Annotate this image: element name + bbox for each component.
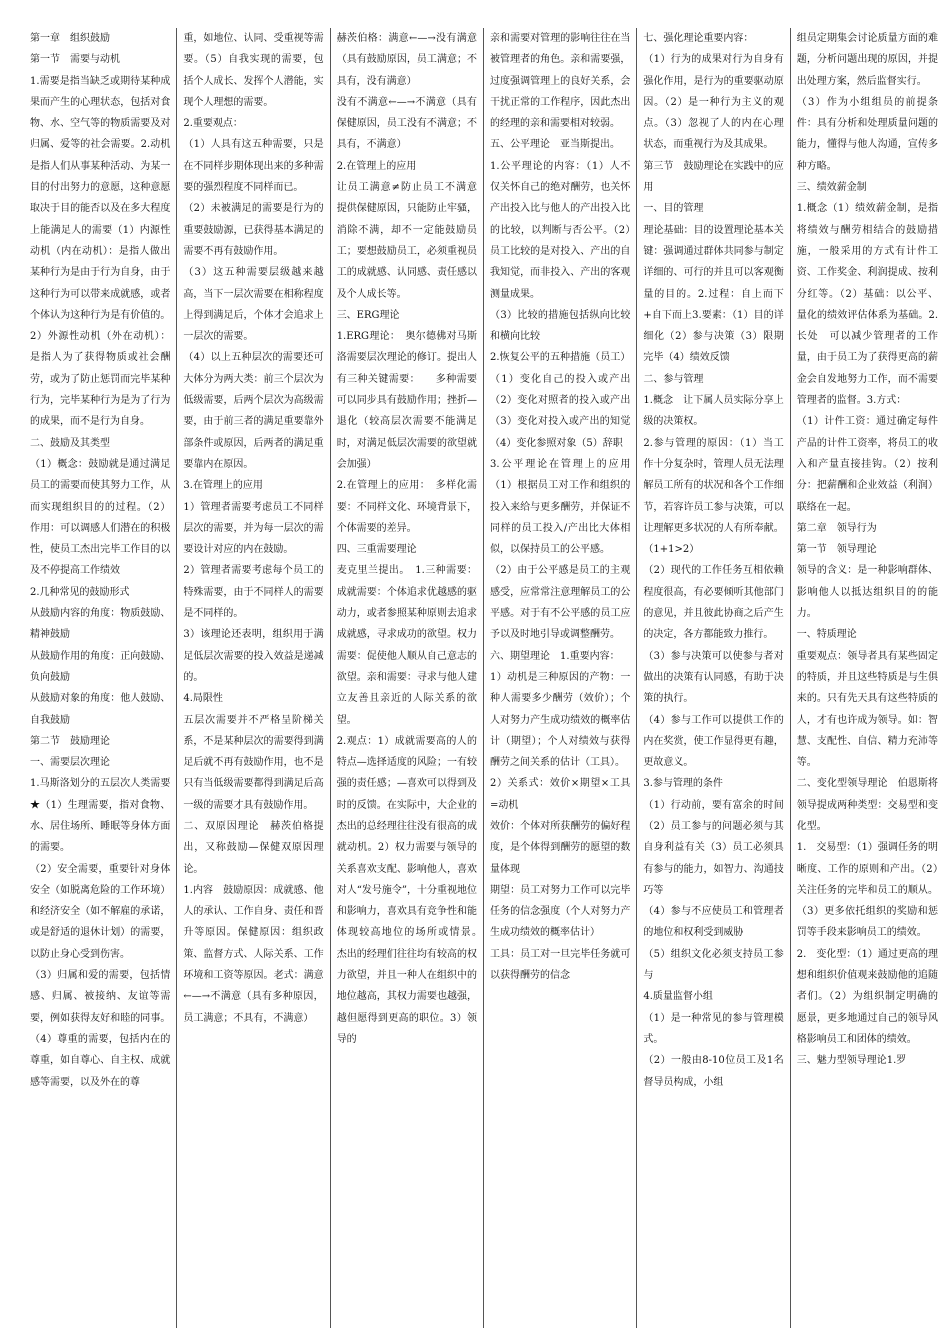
- paragraph: 2.在管理上的应用: [336, 160, 417, 172]
- paragraph: （3）参与决策可以使参与者对做出的决策有认同感，有助于决策的执行。: [643, 650, 784, 705]
- text-column-3: [336, 28, 488, 1328]
- paragraph: （2）现代的工作任务互相依赖程度很高，有必要倾听其他部门的意见，并且彼此协商之后产生的决定，各方都能致力推行。: [643, 565, 784, 641]
- paragraph: 2.在管理上的应用： 多样化需要：不同样文化、环境背景下，个体需要的差异。: [336, 480, 478, 534]
- paragraph: 理论基础：目的设置理论基本关键：强调通过群体共同参与制定详细的、可行的并且可以客观衡量的目的。2.过程：自上而下+自下而上3.要素：（1）目的详细化（2）参与决策（3）限期完毕（4）绩效反馈: [643, 224, 784, 364]
- paragraph: （3）这五种需要层级越来越高，当下一层次需要在相称程度上得到满足后，个体才会追求上一层次的需要。: [183, 267, 324, 343]
- paragraph: 1.需要是指当缺乏或期待某种成果而产生的心理状态，包括对食物、水、空气等的物质需要及对归属、爱等的社会需要。2.动机是指人们从事某种活动、为某一目的付出努力的意愿，这种意愿取决于目的能否以及在多大程度上能满足人的需要（1）内源性动机（内在动机）：是指人做出某种行为是由于行为自身，由于这种行为可以带来成就感，或者个体认为这种行为是有价值的。2）外源性动机（外在动机）：是指人为了获得物质或社会酬劳，或为了防止惩罚而完毕某种行为，完毕某种行为是为了行为的成果，而不是行为自身。: [30, 75, 171, 428]
- paragraph: 工具：员工对一旦完毕任务就可以获得酬劳的信念: [490, 948, 631, 982]
- paragraph: 一、特质理论: [796, 629, 857, 641]
- paragraph: 组员定期集会讨论质量方面的难题，分析问题出现的原因，并提出处理方案，然后监督实行。: [796, 33, 939, 87]
- paragraph: 三、ERG理论: [336, 309, 400, 321]
- paragraph: 第三节 鼓励理论在实践中的应用: [643, 160, 784, 194]
- paragraph: 三、绩效薪金制: [796, 182, 867, 194]
- paragraph: 3）该理论还表明，组织用于满足低层次需要的投入效益是递减的。: [183, 629, 324, 683]
- paragraph: 1.概念（1）绩效薪金制，是指将绩效与酬劳相结合的鼓励措施，一般采用的方式有计件工资、工作奖金、利润提成、按利分红等。（2）基础：以公平、量化的绩效评估体系为基础。2.长处 可以减少管理者的工作量，由于员工为了获得更高的薪金会自发地努力工作，而不需要管理者的监督。3.方式：: [796, 203, 939, 407]
- paragraph: 1.概念 让下属人员实际分享上级的决策权。: [643, 395, 784, 428]
- paragraph: 重要观点：领导者具有某些固定的特质，并且这些特质是与生俱来的。只有先天具有这些特质的人，才有也许成为领导。如：智慧、支配性、自信、精力充沛等等。: [796, 650, 939, 769]
- paragraph: 没有不满意←—→不满意（具有保健原因，员工没有不满意；不具有，不满意）: [336, 96, 478, 151]
- paragraph: 4.质量监督小组: [643, 991, 713, 1003]
- paragraph: （1）人具有这五种需要，只是在不同样步期体现出来的多种需要的强烈程度不同样而已。: [183, 139, 324, 194]
- paragraph: （1）概念：鼓励就是通过满足员工的需要而使其努力工作，从而实现组织目的的过程。（2）作用：可以调感人们潜在的积极性，使员工杰出完毕工作目的以及不停提高工作绩效: [30, 458, 171, 577]
- paragraph: 四、三重需要理论: [336, 544, 417, 556]
- paragraph: 1.内容 鼓励原因：成就感、他人的承认、工作自身、责任和晋升等原因。保健原因：组织政策、监督方式、人际关系、工作环境和工资等原因。老式：满意←—→不满意（具有多种原因，员工满意；不具有，不满意）: [183, 884, 324, 1024]
- paragraph: 2）关系式：效价×期望×工具=动机: [490, 778, 631, 811]
- paragraph: （4）参与工作可以提供工作的内在奖赏，使工作显得更有趣，更故意义。: [643, 714, 784, 769]
- paragraph: （2）安全需要，重要针对身体安全（如脱离危险的工作环境）和经济安全（如不解雇的承诺，或是舒适的退休计划）的需要，以防止身心受到伤害。: [30, 863, 171, 960]
- paragraph: （4）参与不应使员工和管理者的地位和权利受到威胁: [643, 906, 784, 939]
- paragraph: 五、公平理论 亚当斯提出。: [490, 139, 621, 151]
- paragraph: （5）组织文化必须支持员工参与: [643, 948, 784, 982]
- paragraph: 亲和需要对管理的影响往往在当被管理者的角色。亲和需要强，过度强调管理上的良好关系，会干扰正常的工作程序，因此杰出的经理的亲和需要相对较弱。: [490, 33, 631, 130]
- paragraph: （3）比较的措施包括纵向比较和横向比较: [490, 309, 631, 343]
- paragraph: 二、参与管理: [643, 373, 704, 385]
- paragraph: 2.恢复公平的五种措施（员工）（1）变化自己的投入或产出 （2）变化对照者的投入或产出 （3）变化对投入或产出的知觉（4）变化参照对象（5）辞职: [490, 352, 641, 449]
- paragraph: （1）是一种常见的参与管理模式。: [643, 1012, 784, 1045]
- text-column-5: [643, 28, 790, 1328]
- paragraph: 从鼓励内容的角度：物质鼓励、精神鼓励: [30, 608, 171, 641]
- paragraph: 二、鼓励及其类型: [30, 437, 110, 449]
- paragraph: 第一章 组织鼓励: [30, 33, 110, 44]
- paragraph: 二、双原因理论 赫茨伯格提出，又称鼓励—保健双原因理论。: [183, 820, 324, 875]
- paragraph: 2.观点：1）成就需要高的人的特点—选择适度的风险；一有较强的责任感；—喜欢可以得到及时的反馈。在实际中，大企业的杰出的总经理往往没有很高的成就动机。2）权力需要与领导的关系喜欢支配、影响他人，喜欢对人“发号施令”，十分重视地位和影响力，喜欢具有竞争性和能体现较高地位的场所或情景。 杰出的经理们往往均有较高的权力欲望，并且一种人在组织中的地位越高，其权力需要也越强，越但愿得到更高的职位。3）领导的: [336, 735, 488, 1045]
- paragraph: 1.ERG理论： 奥尔德佛对马斯洛需要层次理论的修订。提出人有三种关键需要： 多种需要可以同步具有鼓励作用；挫折—退化（较高层次需要不能满足时，对满足低层次需要的欲望就会加强）: [336, 331, 478, 470]
- paragraph: 一、目的管理: [643, 203, 704, 215]
- paragraph: 3.公平理论在管理上的应用 （1）根据员工对工作和组织的投入来给与更多酬劳，并保证不同样的员工投入/产出比大体相似，以保持员工的公平感。: [490, 458, 641, 556]
- paragraph: 七、强化理论重要内容：: [643, 33, 754, 44]
- paragraph: 从鼓励作用的角度：正向鼓励、负向鼓励: [30, 650, 171, 683]
- paragraph: 期望：员工对努力工作可以完毕任务的信念强度（个人对努力产生成功绩效的概率估计）: [490, 884, 631, 939]
- paragraph: 效价：个体对所获酬劳的偏好程度，是个体得到酬劳的愿望的数量体现: [490, 820, 631, 875]
- paragraph: 3.在管理上的应用: [183, 480, 263, 492]
- paragraph: 三、魅力型领导理论1.罗: [796, 1055, 907, 1067]
- paragraph: 4.局限性: [183, 693, 223, 705]
- paragraph: 2.几种常见的鼓励形式: [30, 586, 130, 598]
- paragraph: 1）管理者需要考虑员工不同样层次的需要，并为每一层次的需要设计对应的内在鼓励。: [183, 501, 324, 556]
- text-column-4: [490, 28, 641, 1328]
- paragraph: 2.参与管理的原因：（1）当工作十分复杂时，管理人员无法理解员工所有的状况和各个工作细节，若容许员工参与决策，可以让理解更多状况的人有所奉献。（1+1>2）: [643, 437, 784, 556]
- paragraph: （2）由于公平感是员工的主观感受，应常常注意理解员工的公平感。对于有不公平感的员工应予以及时地引导或调整酬劳。: [490, 565, 631, 641]
- paragraph: 2. 变化型：（1）通过更高的理想和组织价值观来鼓励他的追随者们。（2）为组织制定明确的愿景，更多地通过自己的领导风格影响员工和团体的绩效。: [796, 948, 939, 1045]
- text-column-1: [30, 28, 177, 1328]
- paragraph: （1）行为的成果对行为自身有强化作用，是行为的重要驱动原因。（2）是一种行为主义的观点。（3）忽视了人的内在心理状态，而重视行为及其成果。: [643, 54, 784, 151]
- paragraph: 第一节 需要与动机: [30, 54, 120, 66]
- paragraph: 第二节 鼓励理论: [30, 735, 110, 747]
- text-column-6: [797, 28, 944, 1328]
- paragraph: 让员工满意≠防止员工不满意 提供保健原因，只能防止牢骚，消除不满，却不一定能鼓励员工；要想鼓励员工，必须重视员工的成就感、认同感、责任感以及个人成长等。: [336, 182, 488, 300]
- paragraph: 从鼓励对象的角度：他人鼓励、自我鼓励: [30, 693, 171, 726]
- paragraph: 重，如地位、认同、受重视等需要。（5）自我实现的需要，包括个人成长、发挥个人潜能，实现个人理想的需要。: [183, 33, 324, 108]
- paragraph: 一、需要层次理论: [30, 757, 110, 769]
- paragraph: （1）行动前，要有富余的时间（2）员工参与的问题必须与其自身利益有关（3）员工必须具有参与的能力，如智力、沟通技巧等: [643, 799, 784, 896]
- paragraph: 2）管理者需要考虑每个员工的特殊需要，由于不同样人的需要是不同样的。: [183, 565, 324, 620]
- paragraph: 第二章 领导行为: [796, 522, 877, 534]
- paragraph: 第一节 领导理论: [796, 544, 877, 556]
- paragraph: 五层次需要并不严格呈阶梯关系，不是某种层次的需要得到满足后就不再有鼓励作用，也不是只有当低级需要都得到满足后高一级的需要才具有鼓励作用。: [183, 714, 324, 811]
- paragraph: （2）未被满足的需要是行为的重要鼓励源，已获得基本满足的需要不再有鼓励作用。: [183, 203, 324, 257]
- paragraph: 领导的含义：是一种影响群体、影响他人以抵达组织目的的能力。: [796, 565, 939, 620]
- paragraph: 1.公平理论的内容：（1）人不仅关怀自己的绝对酬劳，也关怀产出投入比与他人的产出投入比的比较，以判断与否公平。（2）员工比较的是对投入、产出的自我知觉，而非投入、产出的客观测量成果。: [490, 160, 631, 300]
- paragraph: 六、期望理论 1.重要内容：: [490, 650, 620, 662]
- paragraph: （3）归属和爱的需要，包括情感、归属、被接纳、友谊等需要，例如获得友好和睦的同事。（4）尊重的需要，包括内在的尊重，如自尊心、自主权、成就感等需要，以及外在的尊: [30, 970, 171, 1088]
- paragraph: （4）以上五种层次的需要还可大体分为两大类：前三个层次为低级需要，后两个层次为高级需要，由于前三者的满足重要靠外部条件或原因，后两者的满足重要靠内在原因。: [183, 352, 324, 470]
- paragraph: 1. 交易型：（1）强调任务的明晰度、工作的原则和产出。（2）关注任务的完毕和员工的顺从。（3）更多依托组织的奖励和惩罚等手段来影响员工的绩效。: [796, 842, 939, 939]
- paragraph: 1）动机是三种原因的产物：一种人需要多少酬劳（效价）；个人对努力产生成功绩效的概率估计（期望）；个人对绩效与获得酬劳之间关系的估计（工具）。: [490, 671, 631, 769]
- paragraph: 赫茨伯格：满意←—→没有满意（具有鼓励原因，员工满意；不具有，没有满意）: [336, 33, 478, 87]
- paragraph: （2）一般由8-10位员工及1名督导员构成，小组: [643, 1055, 784, 1088]
- paragraph: 1.马斯洛划分的五层次人类需要★（1）生理需要，指对食物、水、居住场所、睡眠等身体方面的需要。: [30, 778, 171, 854]
- paragraph: 2.重要观点：: [183, 118, 243, 130]
- paragraph: 3.参与管理的条件: [643, 778, 723, 790]
- paragraph: （1）计件工资：通过确定每件产品的计件工资率，将员工的收入和产量直接挂钩。（2）按利分：把薪酬和企业效益（利润）联络在一起。: [796, 416, 939, 513]
- paragraph: 麦克里兰提出。 1.三种需要：成就需要：个体追求优越感的驱动力，或者参照某种原则去追求成就感，寻求成功的欲望。权力需要：促使他人顺从自己意志的欲望。亲和需要：寻求与他人建立友善且亲近的人际关系的欲望。: [336, 565, 478, 726]
- text-column-2: [183, 28, 330, 1328]
- paragraph: （3）作为小组组员的前提条件：具有分析和处理质量问题的能力，懂得与他人沟通，宣传多种方略。: [796, 96, 939, 172]
- paragraph: 二、变化型领导理论 伯恩斯将领导提成两种类型：交易型和变化型。: [796, 778, 939, 832]
